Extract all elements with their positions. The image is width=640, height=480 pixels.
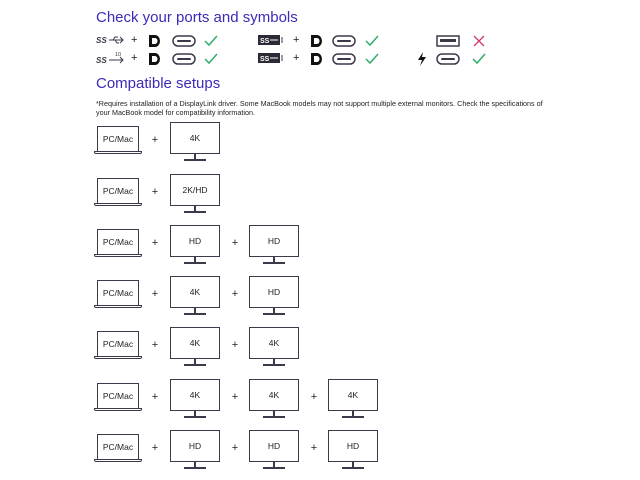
setup-row bbox=[94, 225, 394, 267]
monitor-label: HD bbox=[249, 430, 299, 462]
ports-legend bbox=[96, 33, 516, 69]
monitor-label: 4K bbox=[170, 327, 220, 359]
plus-sign: + bbox=[151, 442, 159, 454]
plus-sign: + bbox=[231, 442, 239, 454]
plus-sign: + bbox=[310, 391, 318, 403]
driver-note: *Requires installation of a DisplayLink driver. Some MacBook models may not support multiple external monitors. Check the specifications of your MacBook model for compatibility information. bbox=[96, 99, 543, 117]
monitor-label: HD bbox=[170, 225, 220, 257]
laptop-icon bbox=[94, 331, 142, 365]
check-icon bbox=[203, 51, 219, 67]
laptop-icon bbox=[94, 280, 142, 314]
setup-row bbox=[94, 430, 394, 472]
check-icon bbox=[364, 51, 380, 67]
setup-row bbox=[94, 122, 394, 164]
plus-sign: + bbox=[151, 237, 159, 249]
monitor-icon bbox=[170, 225, 220, 267]
laptop-icon bbox=[94, 434, 142, 468]
check-icon bbox=[471, 51, 487, 67]
laptop-label: PC/Mac bbox=[97, 178, 139, 203]
laptop-label: PC/Mac bbox=[97, 126, 139, 151]
plus-sign: + bbox=[231, 288, 239, 300]
svg-text:SS: SS bbox=[260, 56, 270, 63]
usb-superspeed-10-icon bbox=[96, 51, 126, 67]
plus-sign: + bbox=[151, 288, 159, 300]
plus-sign: + bbox=[293, 52, 300, 64]
monitor-icon bbox=[328, 430, 378, 472]
monitor-icon bbox=[328, 379, 378, 421]
plus-sign: + bbox=[231, 339, 239, 351]
laptop-label: PC/Mac bbox=[97, 229, 139, 254]
monitor-label: 4K bbox=[170, 122, 220, 154]
laptop-icon bbox=[94, 383, 142, 417]
laptop-label: PC/Mac bbox=[97, 383, 139, 408]
usb-superspeed-boxed-icon bbox=[258, 51, 288, 67]
setup-row bbox=[94, 276, 394, 318]
svg-text:SS: SS bbox=[96, 36, 107, 45]
monitor-label: HD bbox=[328, 430, 378, 462]
monitor-icon bbox=[249, 327, 299, 369]
monitor-icon bbox=[249, 225, 299, 267]
usb-c-icon bbox=[332, 51, 356, 67]
monitor-icon bbox=[170, 379, 220, 421]
svg-text:SS: SS bbox=[96, 56, 107, 65]
plus-sign: + bbox=[131, 34, 138, 46]
svg-text:SS: SS bbox=[260, 38, 270, 45]
displayport-icon bbox=[308, 33, 324, 49]
usb-c-icon bbox=[172, 51, 196, 67]
monitor-icon bbox=[170, 276, 220, 318]
usb-c-icon bbox=[172, 33, 196, 49]
plus-sign: + bbox=[151, 391, 159, 403]
monitor-label: 4K bbox=[249, 379, 299, 411]
hdmi-icon bbox=[436, 33, 460, 49]
monitor-icon bbox=[249, 430, 299, 472]
laptop-label: PC/Mac bbox=[97, 331, 139, 356]
usb-superspeed-boxed-icon bbox=[258, 33, 288, 49]
setups-heading: Compatible setups bbox=[96, 75, 221, 92]
check-icon bbox=[203, 33, 219, 49]
monitor-label: 4K bbox=[328, 379, 378, 411]
setup-row bbox=[94, 174, 394, 216]
laptop-icon bbox=[94, 229, 142, 263]
laptop-icon bbox=[94, 126, 142, 160]
cross-icon bbox=[471, 33, 487, 49]
monitor-label: HD bbox=[170, 430, 220, 462]
monitor-label: HD bbox=[249, 225, 299, 257]
ports-row bbox=[96, 51, 516, 67]
plus-sign: + bbox=[231, 391, 239, 403]
plus-sign: + bbox=[310, 442, 318, 454]
setup-row bbox=[94, 379, 394, 421]
displayport-icon bbox=[308, 51, 324, 67]
laptop-icon bbox=[94, 178, 142, 212]
monitor-label: 4K bbox=[170, 276, 220, 308]
displayport-icon bbox=[146, 51, 162, 67]
laptop-label: PC/Mac bbox=[97, 434, 139, 459]
monitor-label: 4K bbox=[249, 327, 299, 359]
plus-sign: + bbox=[231, 237, 239, 249]
ports-row bbox=[96, 33, 516, 49]
setup-row bbox=[94, 327, 394, 369]
plus-sign: + bbox=[151, 134, 159, 146]
svg-text:10: 10 bbox=[115, 52, 122, 58]
plus-sign: + bbox=[151, 339, 159, 351]
ports-heading: Check your ports and symbols bbox=[96, 9, 298, 26]
usb-c-icon bbox=[436, 51, 460, 67]
laptop-label: PC/Mac bbox=[97, 280, 139, 305]
monitor-label: 2K/HD bbox=[170, 174, 220, 206]
usb-c-icon bbox=[332, 33, 356, 49]
monitor-icon bbox=[170, 122, 220, 164]
plus-sign: + bbox=[151, 186, 159, 198]
usb-superspeed-icon bbox=[96, 33, 126, 49]
monitor-icon bbox=[170, 327, 220, 369]
check-icon bbox=[364, 33, 380, 49]
monitor-icon bbox=[170, 174, 220, 216]
monitor-icon bbox=[249, 276, 299, 318]
monitor-label: 4K bbox=[170, 379, 220, 411]
monitor-label: HD bbox=[249, 276, 299, 308]
displayport-icon bbox=[146, 33, 162, 49]
thunderbolt-icon bbox=[416, 51, 428, 67]
plus-sign: + bbox=[131, 52, 138, 64]
plus-sign: + bbox=[293, 34, 300, 46]
monitor-icon bbox=[249, 379, 299, 421]
monitor-icon bbox=[170, 430, 220, 472]
